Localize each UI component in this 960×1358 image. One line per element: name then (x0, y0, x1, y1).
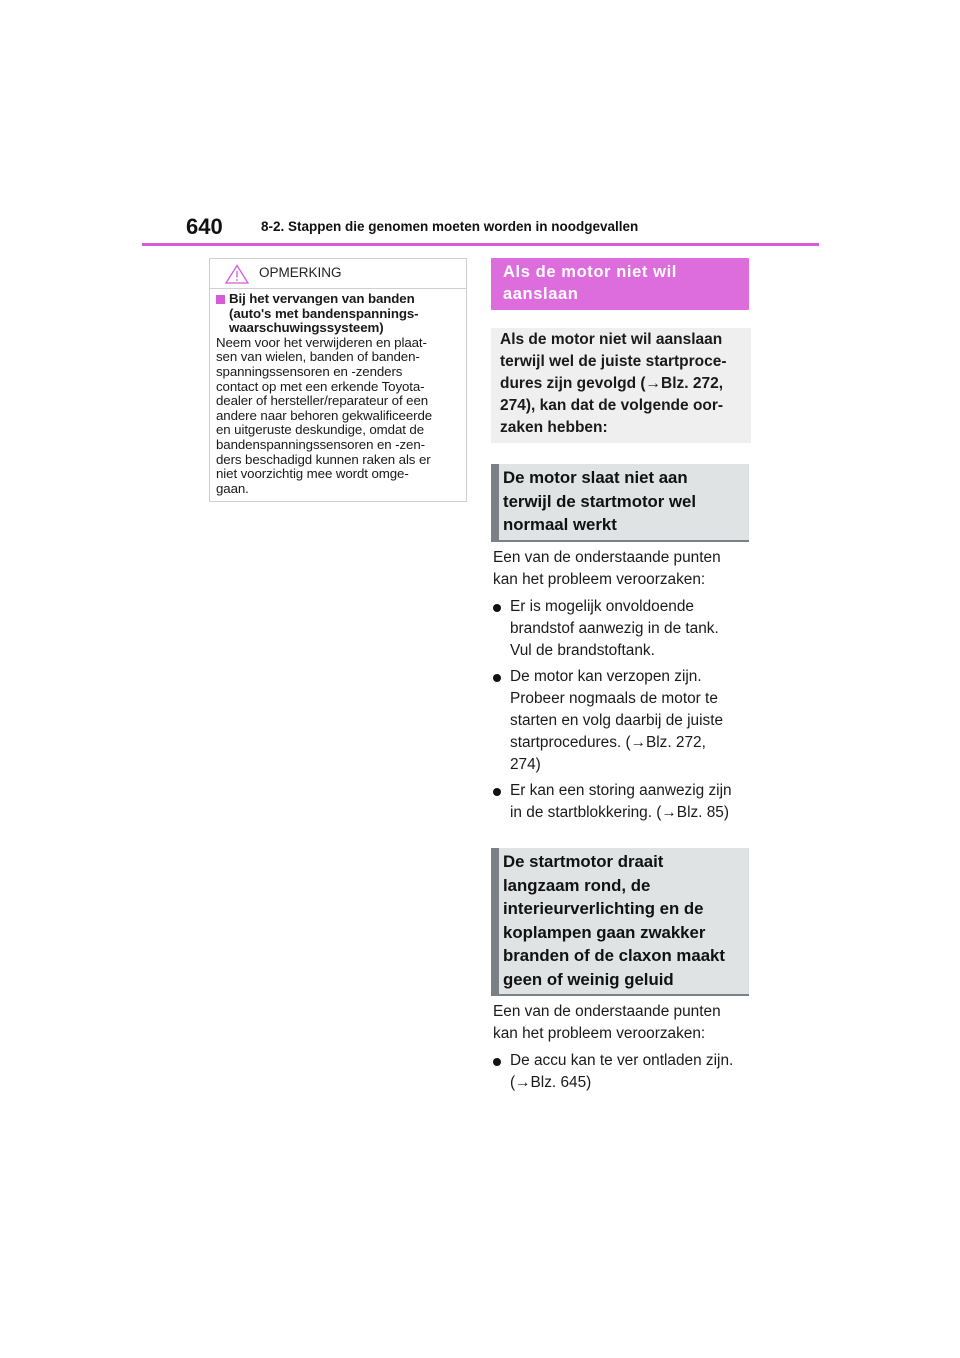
list-item-line: in de startblokkering. (→Blz. 85) (510, 804, 729, 821)
subheading-engine-no-start (491, 464, 749, 542)
bullet-dot (493, 674, 501, 682)
list-item-line: startprocedures. (→Blz. 272, (510, 734, 706, 751)
list-item-line: brandstof aanwezig in de tank. (510, 620, 719, 637)
list-item-line: Probeer nogmaals de motor te (510, 690, 718, 707)
list-item-line: (→Blz. 645) (510, 1074, 592, 1091)
intro-box (491, 328, 751, 443)
list-item (493, 666, 749, 776)
subheading-line: interieurverlichting en de (503, 899, 704, 918)
note-title-line: waarschuwingssysteem) (229, 320, 384, 336)
note-title (216, 292, 458, 336)
paragraph-line: Een van de onderstaande punten (493, 549, 721, 566)
header-rule (142, 243, 819, 246)
section1-intro (493, 547, 748, 591)
section-heading: 8-2. Stappen die genomen moeten worden in noodgevallen (261, 219, 639, 234)
bullet-dot (493, 1058, 501, 1066)
note-title-line: (auto's met bandenspannings- (229, 305, 419, 321)
list-item-line: Vul de brandstoftank. (510, 642, 655, 659)
paragraph-line: kan het probleem veroorzaken: (493, 1025, 706, 1042)
pink-square-bullet (216, 295, 225, 304)
banner-line: Als de motor niet wil (503, 263, 677, 281)
note-line: en uitgeruste deskundige, omdat de (216, 422, 425, 438)
note-line: gaan. (216, 480, 249, 496)
paragraph-line: kan het probleem veroorzaken: (493, 571, 706, 588)
subheading-line: normaal werkt (503, 515, 617, 534)
list-item (493, 1050, 749, 1094)
list-item-line: starten en volg daarbij de juiste (510, 712, 724, 729)
intro-line: zaken hebben: (500, 419, 608, 436)
list-item (493, 596, 749, 662)
list-item (493, 780, 749, 824)
section2-intro (493, 1001, 748, 1045)
subheading-line: geen of weinig geluid (503, 969, 674, 989)
intro-line: Als de motor niet wil aanslaan (500, 331, 723, 348)
note-label: OPMERKING (259, 265, 342, 280)
list-item-line: 274) (510, 756, 541, 773)
note-line: spanningssensoren en -zenders (216, 363, 403, 379)
note-line: ders beschadigd kunnen raken als er (216, 451, 431, 467)
list-item-line: Er is mogelijk onvoldoende (510, 598, 694, 615)
topic-banner (491, 258, 749, 310)
note-title-line: Bij het vervangen van banden (229, 291, 415, 306)
subheading-line: De motor slaat niet aan (503, 468, 688, 487)
intro-line: dures zijn gevolgd (→Blz. 272, (500, 375, 724, 392)
warning-triangle-icon (225, 264, 249, 284)
bullet-dot (493, 604, 501, 612)
list-item-line: De motor kan verzopen zijn. (510, 668, 702, 685)
note-line: sen van wielen, banden of banden- (216, 349, 420, 365)
page-number: 640 (186, 214, 223, 239)
note-body (210, 289, 466, 496)
note-line: bandenspanningssensoren en -zen- (216, 436, 425, 452)
subheading-line: De startmotor draait (503, 852, 664, 871)
note-box (209, 258, 467, 502)
subheading-line: terwijl de startmotor wel (503, 491, 697, 511)
paragraph-line: Een van de onderstaande punten (493, 1003, 721, 1020)
banner-line: aanslaan (503, 285, 579, 303)
note-line: Neem voor het verwijderen en plaat- (216, 334, 427, 350)
note-line: contact op met een erkende Toyota- (216, 378, 425, 394)
bullet-dot (493, 788, 501, 796)
subheading-line: koplampen gaan zwakker (503, 922, 706, 942)
note-line: dealer of hersteller/reparateur of een (216, 393, 429, 409)
subheading-slow-starter (491, 848, 749, 996)
list-item-line: De accu kan te ver ontladen zijn. (510, 1052, 734, 1069)
intro-line: 274), kan dat de volgende oor- (500, 397, 724, 414)
note-line: niet voorzichtig mee wordt omge- (216, 466, 409, 482)
note-text (216, 336, 458, 497)
subheading-line: langzaam rond, de (503, 875, 651, 895)
subheading-line: branden of de claxon maakt (503, 946, 725, 965)
note-line: andere naar behoren gekwalificeerde (216, 407, 433, 423)
note-header (210, 259, 466, 289)
intro-line: terwijl wel de juiste startproce- (500, 353, 727, 370)
list-item-line: Er kan een storing aanwezig zijn (510, 782, 732, 799)
